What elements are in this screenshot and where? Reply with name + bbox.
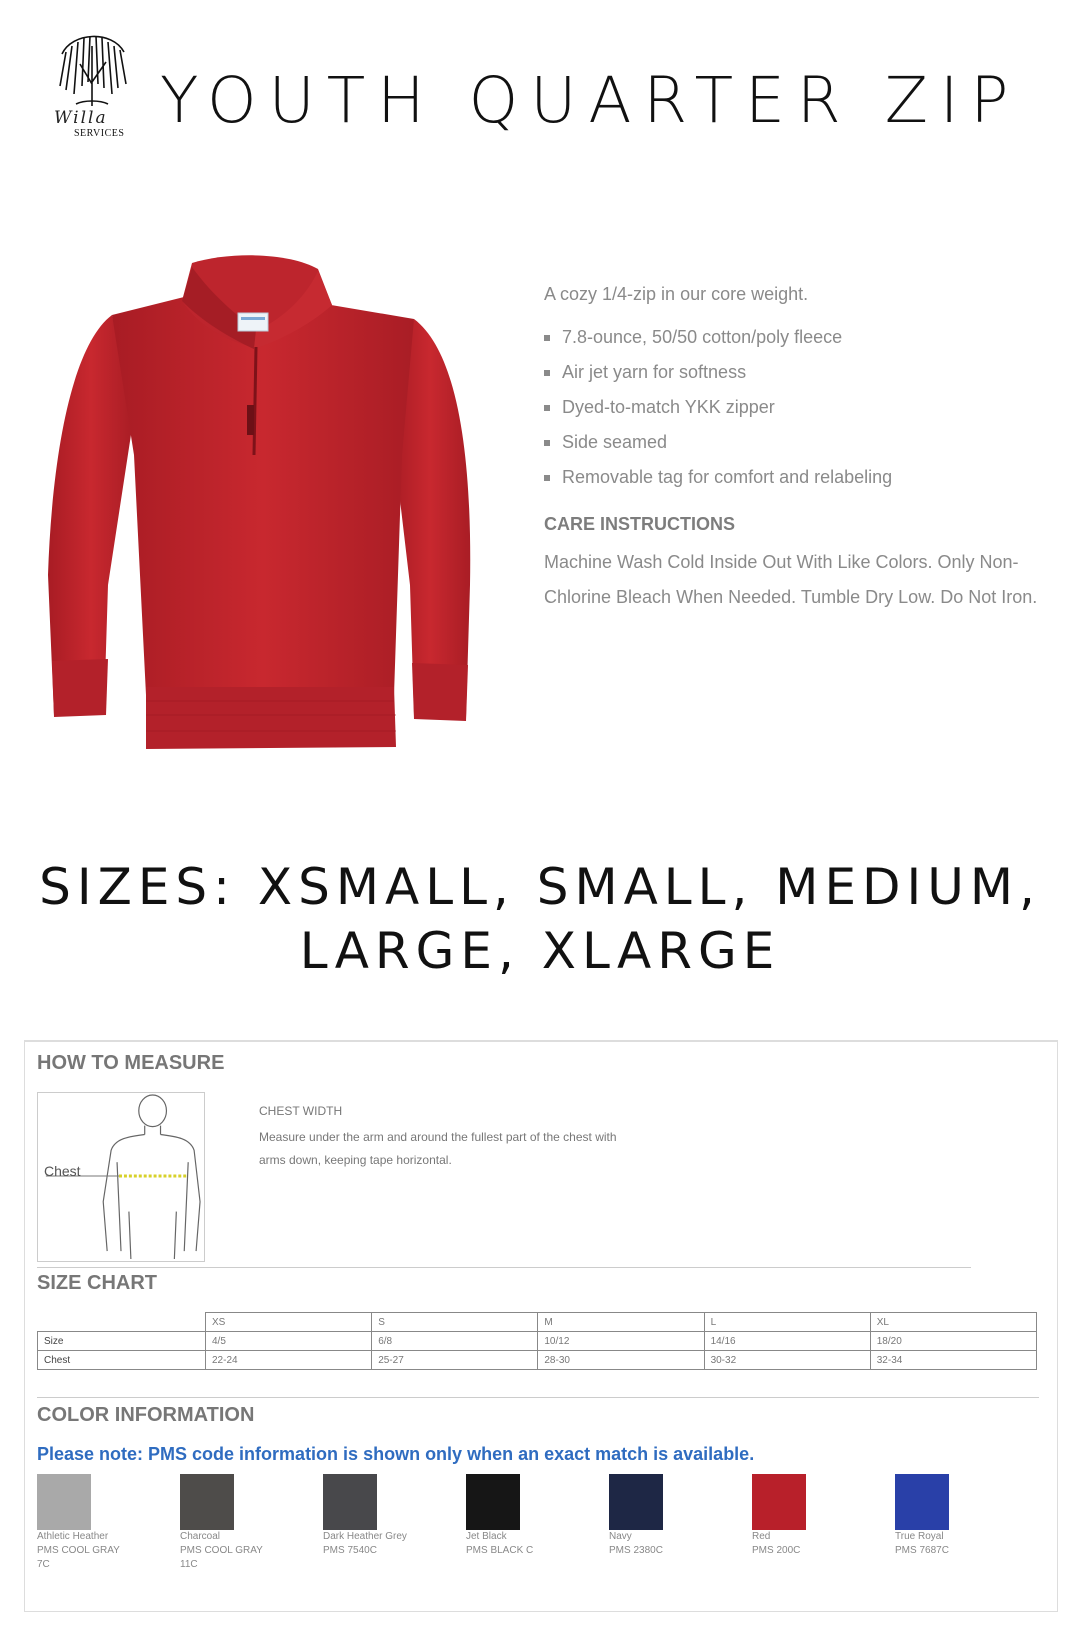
color-swatch[interactable] [323,1474,465,1558]
column-header: XL [870,1313,1036,1332]
how-to-measure-heading: HOW TO MEASURE [37,1052,225,1074]
swatch-pms: PMS 2380C [609,1545,663,1556]
column-header: S [372,1313,538,1332]
swatch-name: Red [752,1531,771,1542]
swatch-pms: PMS 7687C [895,1545,949,1556]
table-row [38,1351,1037,1370]
sizes-heading [0,855,1080,983]
row-label: Chest [38,1351,206,1370]
swatch-pms: PMS COOL GRAY 7C [37,1545,120,1570]
sizes-line-2: LARGE, XLARGE [299,922,781,980]
table-cell: 22-24 [206,1351,372,1370]
feature-item: Removable tag for comfort and relabeling [544,467,1064,502]
swatch-name: True Royal [895,1531,944,1542]
feature-list [544,327,1064,502]
table-cell: 32-34 [870,1351,1036,1370]
swatch-name: Navy [609,1531,632,1542]
color-swatches [37,1474,1037,1594]
color-swatch[interactable] [180,1474,322,1572]
feature-item: 7.8-ounce, 50/50 cotton/poly fleece [544,327,1064,362]
swatch-chip [609,1474,663,1530]
color-swatch[interactable] [609,1474,751,1558]
swatch-chip [752,1474,806,1530]
color-info-heading: COLOR INFORMATION [37,1404,255,1426]
feature-item: Side seamed [544,432,1064,467]
product-description [544,284,1064,615]
table-cell: 25-27 [372,1351,538,1370]
spec-panel [24,1040,1058,1612]
table-header-row [38,1313,1037,1332]
swatch-pms: PMS COOL GRAY 11C [180,1545,263,1570]
table-corner [38,1313,206,1332]
care-text: Machine Wash Cold Inside Out With Like Colors. Only Non-Chlorine Bleach When Needed. Tumble Dry Low. Do Not Iron. [544,552,1038,607]
column-header: XS [206,1313,372,1332]
feature-item: Dyed-to-match YKK zipper [544,397,1064,432]
table-cell: 6/8 [372,1332,538,1351]
swatch-chip [323,1474,377,1530]
swatch-name: Dark Heather Grey [323,1531,407,1542]
table-cell: 30-32 [704,1351,870,1370]
brand-logo [46,24,138,140]
table-cell: 4/5 [206,1332,372,1351]
column-header: L [704,1313,870,1332]
row-label: Size [38,1332,206,1351]
chest-width-text: Measure under the arm and around the fullest part of the chest with arms down, keeping tape horizontal. [259,1130,617,1167]
column-header: M [538,1313,704,1332]
swatch-chip [895,1474,949,1530]
swatch-pms: PMS BLACK C [466,1545,534,1556]
care-heading: CARE INSTRUCTIONS [544,514,736,534]
color-swatch[interactable] [466,1474,608,1558]
table-cell: 10/12 [538,1332,704,1351]
size-chart-heading: SIZE CHART [37,1272,157,1294]
logo-script-text: Willa [54,108,108,128]
swatch-name: Athletic Heather [37,1531,109,1542]
sizes-line-1: SIZES: XSMALL, SMALL, MEDIUM, [39,858,1041,916]
swatch-chip [180,1474,234,1530]
divider [37,1267,971,1268]
measure-diagram [37,1092,205,1262]
chest-width-title: CHEST WIDTH [259,1104,343,1118]
divider [37,1397,1039,1398]
color-swatch[interactable] [37,1474,179,1572]
logo-subtitle: SERVICES [74,128,125,139]
table-cell: 28-30 [538,1351,704,1370]
table-row [38,1332,1037,1351]
page-title: YOUTH QUARTER ZIP [160,64,1021,137]
table-cell: 18/20 [870,1332,1036,1351]
product-intro: A cozy 1/4-zip in our core weight. [544,284,809,304]
swatch-name: Charcoal [180,1531,221,1542]
swatch-chip [37,1474,91,1530]
table-cell: 14/16 [704,1332,870,1351]
chest-label: Chest [44,1163,81,1179]
pms-note: Please note: PMS code information is shown only when an exact match is available. [37,1444,755,1464]
color-swatch[interactable] [895,1474,1037,1558]
swatch-pms: PMS 200C [752,1545,801,1556]
color-swatch[interactable] [752,1474,894,1558]
swatch-pms: PMS 7540C [323,1545,377,1556]
swatch-chip [466,1474,520,1530]
swatch-name: Jet Black [466,1531,507,1542]
feature-item: Air jet yarn for softness [544,362,1064,397]
product-image [42,255,502,795]
size-chart-table [37,1312,1037,1370]
